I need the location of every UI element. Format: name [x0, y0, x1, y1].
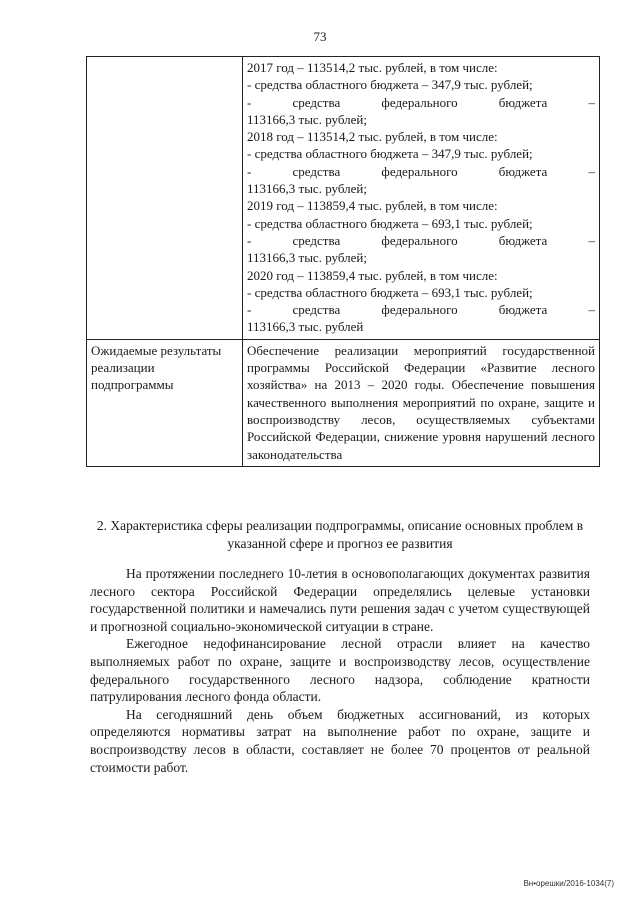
paragraph: Ежегодное недофинансирование лесной отрасли влияет на качество выполняемых работ по охране, защите и воспроизводству лесов, осуществление федерального государственного лесного надзора, соблюдение кратности патрулирования лесного фонда области. [90, 636, 590, 705]
results-row [87, 339, 600, 466]
funding-line: - средства областного бюджета – 347,9 тыс. рублей; [247, 146, 533, 162]
funding-line: - средства областного бюджета – 347,9 тыс. рублей; [247, 77, 533, 93]
funding-line: 2019 год – 113859,4 тыс. рублей, в том числе: [247, 198, 498, 214]
funding-line: - средства федерального бюджета – [247, 94, 595, 110]
funding-line: 113166,3 тыс. рублей; [247, 111, 367, 127]
page-number: 73 [313, 29, 327, 44]
results-label-cell: Ожидаемые результаты реализации подпрограммы [87, 339, 243, 466]
funding-label-cell [87, 57, 243, 340]
document-code: Вн•орешки/2016-1034(7) [523, 879, 614, 888]
funding-line: 113166,3 тыс. рублей; [247, 181, 367, 197]
section-body [90, 565, 590, 776]
paragraph: На сегодняшний день объем бюджетных ассигнований, из которых определяются нормативы затрат на выполнение работ по охране, защите и воспроизводству лесов в области, составляет не более 70 процентов от реальной стоимости работ. [90, 706, 590, 775]
funding-line: - средства областного бюджета – 693,1 тыс. рублей; [247, 215, 533, 231]
funding-line: - средства федерального бюджета – [247, 302, 595, 318]
funding-line: - средства федерального бюджета – [247, 232, 595, 248]
funding-line: 2018 год – 113514,2 тыс. рублей, в том числе: [247, 129, 498, 145]
funding-line: 113166,3 тыс. рублей [247, 319, 364, 335]
results-text-cell: Обеспечение реализации мероприятий государственной программы Российской Федерации «Развитие лесного хозяйства» на 2013 – 2020 годы. Обеспечение повышения качественного выполнения мероприятий по охране, защите и воспроизводству лесов, осуществляемых субъектами Российской Федерации, снижение уровня нарушений лесного законодательства [243, 339, 600, 466]
paragraph: На протяжении последнего 10-летия в основополагающих документах развития лесного сектора Российской Федерации определялись целевые установки государственной политики и намечались пути решения задач с учетом существующей и прогнозной социально-экономической ситуации в стране. [90, 566, 590, 634]
funding-line: 113166,3 тыс. рублей; [247, 250, 367, 266]
section-heading: 2. Характеристика сферы реализации подпрограммы, описание основных проблем в указанной сфере и прогноз ее развития [96, 518, 584, 551]
funding-line: 2017 год – 113514,2 тыс. рублей, в том числе: [247, 60, 498, 75]
funding-row [87, 57, 600, 340]
subprogram-passport-table [86, 56, 600, 467]
funding-line: - средства федерального бюджета – [247, 163, 595, 179]
funding-line: - средства областного бюджета – 693,1 тыс. рублей; [247, 284, 533, 300]
funding-line: 2020 год – 113859,4 тыс. рублей, в том числе: [247, 267, 498, 283]
funding-cell [243, 57, 600, 340]
